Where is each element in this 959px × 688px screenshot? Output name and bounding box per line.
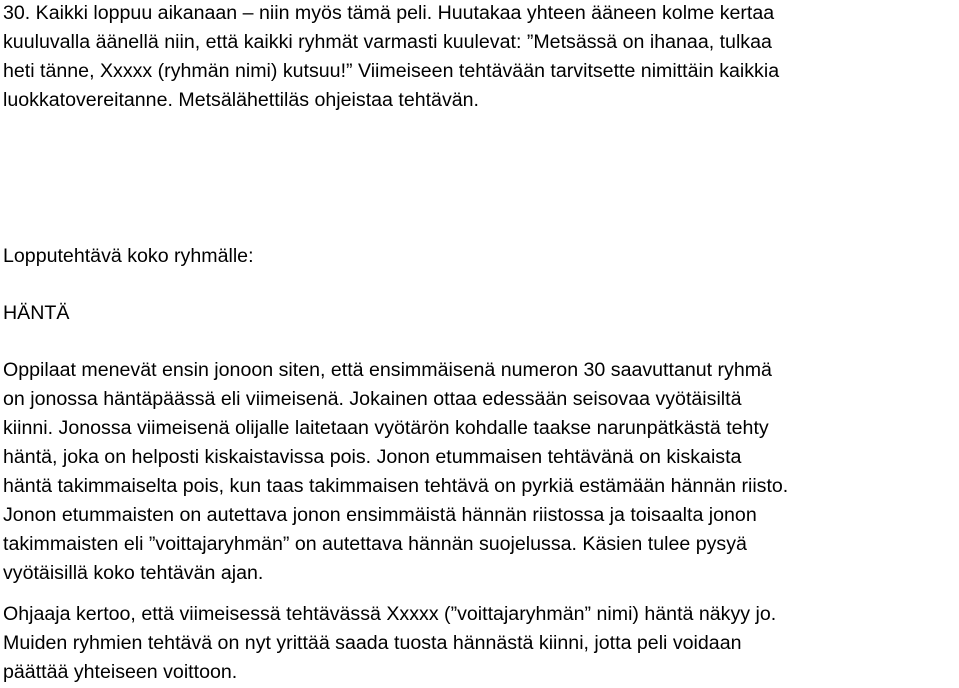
task-heading: Lopputehtävä koko ryhmälle: (3, 245, 254, 267)
task-name: HÄNTÄ (3, 302, 70, 324)
instructions-paragraph: Oppilaat menevät ensin jonoon siten, että ensimmäisenä numeron 30 saavuttanut ryhmä on jonossa häntäpäässä eli viimeisenä. Jokainen ottaa edessään seisovaa vyötäisiltä kiinni. Jonossa viimeisenä olijalle laitetaan vyötärön kohdalle taakse narunpätkästä tehty häntä, joka on helposti kiskaistavissa pois. Jonon etummaisen tehtävänä on kiskaista häntä takimmaiselta pois, kun taas takimmaisen tehtävä on pyrkiä estämään hännän riisto. Jonon etummaisten on autettava jonon ensimmäistä hännän riistossa ja toisaalta jonon takimmaisten eli ”voittajaryhmän” on autettava hännän suojelussa. Käsien tulee pysyä vyötäisillä koko tehtävän ajan. (3, 359, 789, 584)
closing-paragraph: Ohjaaja kertoo, että viimeisessä tehtävässä Xxxxx (”voittajaryhmän” nimi) häntä näkyy jo. Muiden ryhmien tehtävä on nyt yrittää saada tuosta hännästä kiinni, jotta peli voidaan päättää yhteiseen voittoon. (3, 603, 777, 683)
intro-paragraph: 30. Kaikki loppuu aikanaan – niin myös tämä peli. Huutakaa yhteen ääneen kolme kertaa kuuluvalla äänellä niin, että kaikki ryhmät varmasti kuulevat: ”Metsässä on ihanaa, tulkaa heti tänne, Xxxxx (ryhmän nimi) kutsuu!” Viimeiseen tehtävään tarvitsette nimittäin kaikkia luokkatovereitanne. Metsälähettiläs ohjeistaa tehtävän. (3, 2, 780, 111)
